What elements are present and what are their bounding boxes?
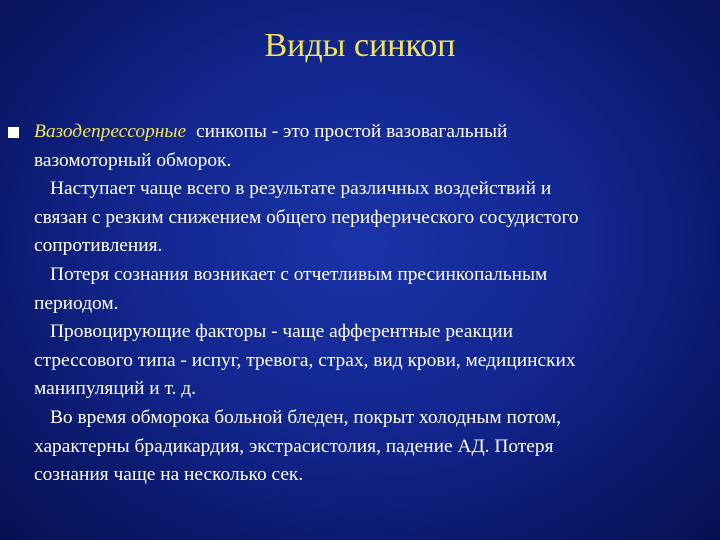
paragraph-line: характерны брадикардия, экстрасистолия, падение АД. Потеря: [34, 435, 554, 457]
bullet-body: [34, 118, 706, 490]
paragraph-line: периодом.: [34, 292, 119, 314]
intro-line-1: [34, 118, 706, 147]
paragraph-line: манипуляций и т. д.: [34, 378, 196, 400]
intro-line-2: вазомоторный обморок.: [34, 149, 232, 171]
paragraph-line: сознания чаще на несколько сек.: [34, 464, 304, 486]
paragraph-symptoms: [34, 404, 706, 490]
intro-rest-text: синкопы - это простой вазовагальный: [196, 121, 508, 142]
term-vasodepressor: Вазодепрессорные: [34, 121, 187, 142]
paragraph-line: сопротивления.: [34, 235, 163, 257]
slide-title: Виды синкоп: [264, 27, 456, 64]
paragraph-line: Наступает чаще всего в результате различных воздействий и: [50, 178, 552, 200]
paragraph-line: Провоцирующие факторы - чаще афферентные реакции: [50, 321, 514, 343]
paragraph-consciousness: [34, 261, 706, 318]
square-bullet-icon: [8, 127, 19, 138]
paragraph-line: связан с резким снижением общего периферического сосудистого: [34, 206, 579, 228]
paragraph-line: стрессового типа - испуг, тревога, страх, вид крови, медицинских: [34, 349, 576, 371]
paragraph-line: Во время обморока больной бледен, покрыт холодным потом,: [50, 406, 561, 428]
paragraph-line: Потеря сознания возникает с отчетливым пресинкопальным: [50, 263, 548, 285]
paragraph-onset: [34, 175, 706, 261]
paragraph-triggers: [34, 318, 706, 404]
